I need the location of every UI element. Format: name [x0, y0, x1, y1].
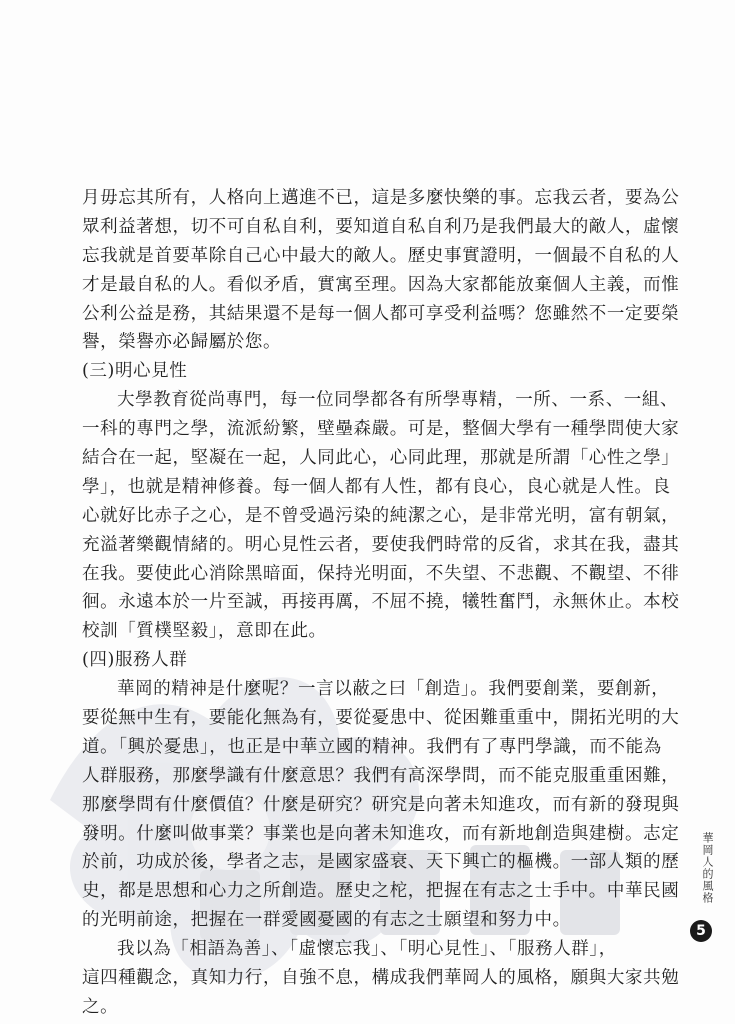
text-line: 忘我就是首要革除自己心中最大的敵人。歷史事實證明，一個最不自私的人: [82, 245, 680, 266]
text-line: 大學教育從尚專門，每一位同學都各有所學專精，一所、一系、一組、: [117, 390, 679, 411]
text-line: 充溢著樂觀情緒的。明心見性云者，要使我們時常的反省，求其在我，盡其: [82, 534, 680, 555]
text-line: 要從無中生有，要能化無為有，要從憂患中、從困難重重中，開拓光明的大: [82, 708, 680, 729]
text-line: 人群服務，那麼學識有什麼意思？我們有高深學問，而不能克服重重困難，: [82, 765, 680, 786]
running-title: 華岡人的風格: [701, 832, 714, 904]
text-line: 的光明前途，把握在一群愛國憂國的有志之士願望和努力中。: [82, 910, 571, 931]
paragraph: [82, 386, 680, 646]
text-line: 這四種觀念，真知力行，自強不息，構成我們華岡人的風格，願與大家共勉: [82, 968, 680, 989]
page-number-badge: 5: [690, 920, 712, 942]
text-line: 華岡的精神是什麼呢？一言以蔽之曰「創造」。我們要創業，要創新，: [117, 679, 670, 700]
text-line: 校訓「質樸堅毅」，意即在此。: [82, 621, 327, 642]
text-line: 才是最自私的人。看似矛盾，實寓至理。因為大家都能放棄個人主義，而惟: [82, 274, 680, 295]
heading-text: (四)服務人群: [82, 650, 188, 671]
text-line: 發明。什麼叫做事業？事業也是向著未知進攻，而有新地創造與建樹。志定: [82, 823, 680, 844]
text-line: 道。「興於憂患」，也正是中華立國的精神。我們有了專門學識，而不能為: [82, 736, 662, 757]
text-line: 月毋忘其所有，人格向上邁進不已，這是多麼快樂的事。忘我云者，要為公: [82, 188, 680, 208]
paragraph: [82, 935, 680, 1022]
text-line: 史，都是思想和心力之所創造。歷史之柁，把握在有志之士手中。中華民國: [82, 881, 680, 902]
section-heading: [82, 357, 662, 386]
text-line: 於前，功成於後，學者之志，是國家盛衰、天下興亡的樞機。一部人類的歷: [82, 852, 680, 873]
paragraph: [82, 675, 680, 935]
text-line: 之。: [82, 996, 119, 1017]
text-line: 徊。永遠本於一片至誠，再接再厲，不屈不撓，犧牲奮鬥，永無休止。本校: [82, 592, 680, 613]
text-line: 譽，榮譽亦必歸屬於您。: [82, 332, 282, 353]
text-line: 心就好比赤子之心，是不曾受過污染的純潔之心，是非常光明，富有朝氣，: [82, 505, 680, 526]
paragraph: [82, 184, 680, 357]
text-line: 眾利益著想，切不可自私自利，要知道自私自利乃是我們最大的敵人，虛懷: [82, 216, 680, 237]
text-line: 公利公益是務，其結果還不是每一個人都可享受利益嗎？您雖然不一定要榮: [82, 303, 680, 324]
text-line: 我以為「相語為善」、「虛懷忘我」、「明心見性」、「服務人群」，: [117, 939, 617, 960]
heading-text: (三)明心見性: [82, 361, 188, 382]
section-heading: [82, 646, 662, 675]
text-line: 那麼學問有什麼價值？什麼是研究？研究是向著未知進攻，而有新的發現與: [82, 794, 680, 815]
text-line: 在我。要使此心消除黑暗面，保持光明面，不失望、不悲觀、不觀望、不徘: [82, 563, 680, 584]
body-text: [82, 184, 680, 1022]
text-line: 學」，也就是精神修養。每一個人都有人性，都有良心，良心就是人性。良: [82, 476, 671, 497]
text-line: 結合在一起，堅凝在一起，人同此心，心同此理，那就是所謂「心性之學」: [82, 448, 680, 469]
text-line: 一科的專門之學，流派紛繁，壁壘森嚴。可是，整個大學有一種學問使大家: [82, 419, 680, 440]
